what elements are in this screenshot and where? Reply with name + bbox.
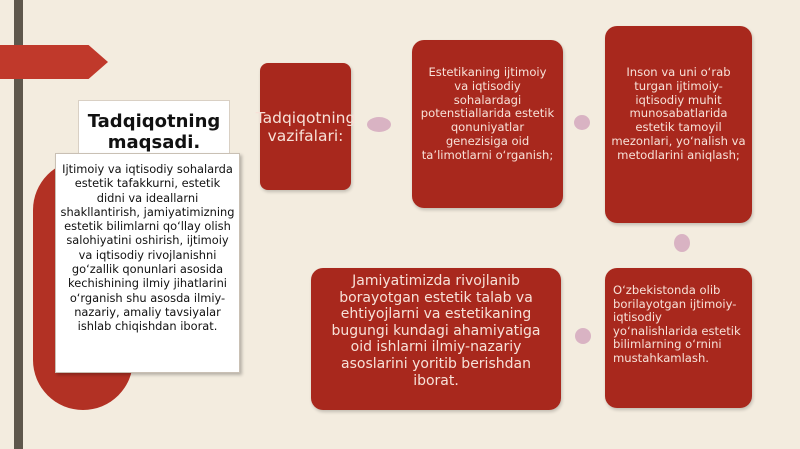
connector-dot	[367, 117, 391, 132]
connector-dot	[575, 328, 591, 344]
task-text: Jamiyatimizda rivojlanib borayotgan estetik talab va ehtiyojlarni va estetikaning bugungi kundagi ahamiyatiga oid ishlarni ilmiy-nazariy asoslarini yoritib berishdan iborat.	[331, 273, 541, 389]
task-card	[605, 268, 752, 408]
page-title: Tadqiqotning maqsadi.	[87, 111, 221, 153]
decorative-pennant	[0, 45, 108, 79]
tasks-header: Tadqiqotning vazifalari:	[255, 108, 356, 145]
task-card	[605, 26, 752, 223]
connector-dot	[574, 115, 590, 130]
goal-text-box	[55, 153, 240, 373]
task-text: Estetikaning ijtimoiy va iqtisodiy sohalardagi potenstiallarida estetik qonuniyatlar genezisiga oid ta’limotlarni o‘rganish;	[420, 65, 555, 162]
task-card	[412, 40, 563, 208]
task-card	[311, 268, 561, 410]
connector-dot	[674, 234, 690, 252]
goal-text: Ijtimoiy va iqtisodiy sohalarda estetik tafakkurni, estetik didni va ideallarni shakllantirish, jamiyatimizning estetik bilimlarni qo‘llay olish salohiyatini oshirish, ijtimoiy va iqtisodiy rivojlanishni go‘zallik qonunlari asosida kechishining ilmiy jihatlarini o‘rganish shu asosda ilmiy-nazariy, amaliy tavsiyalar ishlab chiqishdan iborat.	[60, 162, 235, 334]
task-text: O‘zbekistonda olib borilayotgan ijtimoiy-iqtisodiy yo‘nalishlarida estetik bilimlarning o‘rnini mustahkamlash.	[613, 283, 741, 365]
tasks-header-card	[255, 63, 356, 190]
task-text: Inson va uni o‘rab turgan ijtimoiy-iqtisodiy muhit munosabatlarida estetik tamoyil mezonlari, yo‘nalish va metodlarini aniqlash;	[611, 65, 746, 162]
